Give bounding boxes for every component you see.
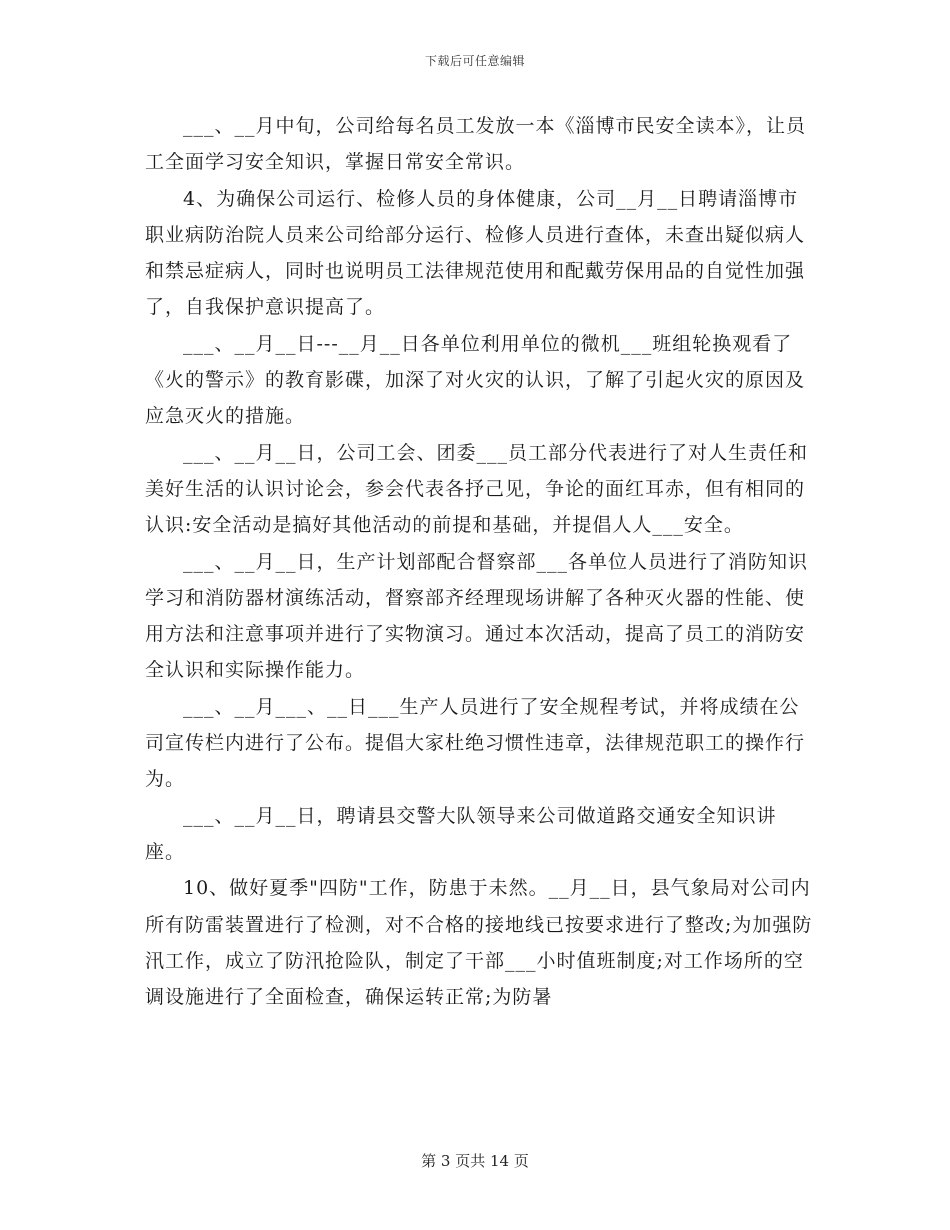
document-body	[145, 108, 815, 1015]
paragraph: ___、__月___、__日___生产人员进行了安全规程考试，并将成绩在公司宣传栏内进行了公布。提倡大家杜绝习惯性违章，法律规范职工的操作行为。	[145, 695, 806, 791]
page-number: 第 3 页共 14 页	[421, 1152, 529, 1170]
paragraph: ___、__月中旬，公司给每名员工发放一本《淄博市民安全读本》，让员工全面学习安全知识，掌握日常安全常识。	[145, 115, 807, 174]
paragraph: 10、做好夏季"四防"工作，防患于未然。__月__日，县气象局对公司内所有防雷装置进行了检测，对不合格的接地线已按要求进行了整改;为加强防汛工作，成立了防汛抢险队，制定了干部___小时值班制度;对工作场所的空调设施进行了全面检查，确保运转正常;为防暑	[145, 877, 813, 1009]
page-header: 下载后可任意编辑	[424, 54, 525, 68]
paragraph: ___、__月__日，公司工会、团委___员工部分代表进行了对人生责任和美好生活的认识讨论会，参会代表各抒己见，争论的面红耳赤，但有相同的认识:安全活动是搞好其他活动的前提和基础，并提倡人人___安全。	[145, 441, 809, 537]
paragraph: 4、为确保公司运行、检修人员的身体健康，公司__月__日聘请淄博市职业病防治院人员来公司给部分运行、检修人员进行查体，未查出疑似病人和禁忌症病人，同时也说明员工法律规范使用和配戴劳保用品的自觉性加强了，自我保护意识提高了。	[145, 187, 806, 319]
paragraph: ___、__月__日，生产计划部配合督察部___各单位人员进行了消防知识学习和消防器材演练活动，督察部齐经理现场讲解了各种灭火器的性能、使用方法和注意事项并进行了实物演习。通过本次活动，提高了员工的消防安全认识和实际操作能力。	[145, 550, 809, 682]
paragraph: ___、__月__日---__月__日各单位利用单位的微机___班组轮换观看了《火的警示》的教育影碟，加深了对火灾的认识，了解了引起火灾的原因及应急灭火的措施。	[145, 332, 806, 428]
paragraph: ___、__月__日，聘请县交警大队领导来公司做道路交通安全知识讲座。	[145, 804, 777, 863]
